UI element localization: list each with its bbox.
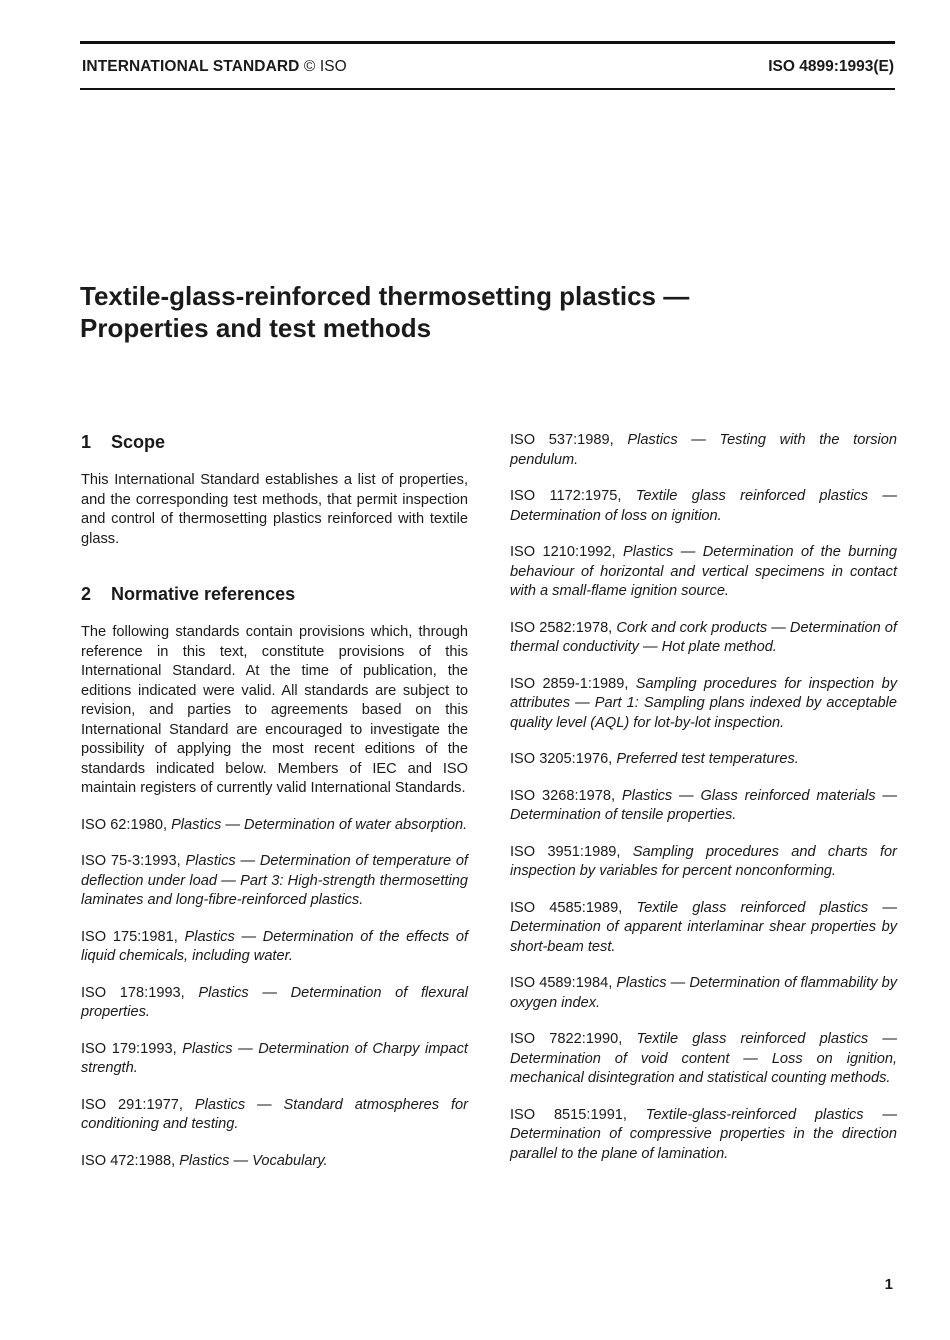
- copyright-notice: © ISO: [303, 58, 347, 75]
- reference-code: ISO 3205:1976,: [510, 751, 613, 767]
- reference-title: Plastics — Determination of the burning behaviour of horizontal and vertical specimens in contact with a small-flame ignition source.: [510, 544, 897, 599]
- document-type: [82, 58, 347, 76]
- reference-title: Plastics — Determination of temperature of deflection under load — Part 3: High-strength thermosetting laminates and long-fibre-reinforced plastics.: [81, 853, 468, 908]
- reference-item: [510, 1030, 897, 1089]
- reference-title: Preferred test temperatures.: [616, 751, 799, 767]
- scope-number: 1: [81, 432, 92, 452]
- reference-title: Textile glass reinforced plastics — Determination of loss on ignition.: [510, 488, 897, 524]
- reference-item: [510, 750, 897, 770]
- reference-title: Plastics — Standard atmospheres for conditioning and testing.: [81, 1096, 468, 1132]
- reference-code: ISO 537:1989,: [510, 432, 614, 448]
- scope-title: Scope: [111, 432, 166, 452]
- reference-item: [81, 1096, 468, 1135]
- reference-title: Plastics — Determination of the effects of liquid chemicals, including water.: [81, 928, 468, 964]
- scope-heading: [81, 430, 468, 454]
- reference-code: ISO 178:1993,: [81, 984, 185, 1001]
- left-column: [81, 430, 468, 1171]
- reference-code: ISO 179:1993,: [81, 1040, 177, 1057]
- reference-item: [510, 431, 897, 470]
- reference-item: [510, 843, 897, 882]
- normative-heading: [81, 582, 468, 606]
- reference-item: [81, 1040, 468, 1079]
- reference-title: Plastics — Glass reinforced materials — Determination of tensile properties.: [510, 787, 897, 823]
- reference-code: ISO 4585:1989,: [510, 899, 623, 916]
- standard-number: ISO 4899:1993(E): [768, 58, 894, 75]
- reference-item: [510, 899, 897, 958]
- reference-item: [81, 928, 468, 967]
- scope-text: This International Standard establishes a list of properties, and the corresponding test methods, that permit inspection and control of thermosetting plastics reinforced with textile glass.: [81, 472, 468, 547]
- reference-item: [510, 787, 897, 826]
- references-left-list: [81, 816, 468, 1172]
- header-bottom-rule: [80, 88, 895, 90]
- header-top-rule: [80, 41, 895, 44]
- title-line-1: Textile-glass-reinforced thermosetting plastics —: [80, 281, 690, 311]
- page-number: 1: [884, 1276, 893, 1293]
- title-line-2: Properties and test methods: [80, 313, 432, 343]
- reference-code: ISO 62:1980,: [81, 816, 168, 833]
- reference-title: Textile glass reinforced plastics — Determination of void content — Loss on ignition, mechanical disintegration and statistical counting methods.: [510, 1031, 897, 1086]
- reference-code: ISO 1210:1992,: [510, 544, 616, 560]
- reference-item: [510, 543, 897, 602]
- reference-code: ISO 291:1977,: [81, 1096, 183, 1113]
- reference-title: Plastics — Determination of water absorption.: [171, 816, 468, 833]
- normative-text: The following standards contain provisions which, through reference in this text, constitute provisions of this International Standard. At the time of publication, the editions indicated were valid. All standards are subject to revision, and parties to agreements based on this International Standard are encouraged to investigate the possibility of applying the most recent editions of the standards indicated below. Members of IEC and ISO maintain registers of currently valid International Standards.: [81, 624, 468, 796]
- document-title: [80, 280, 900, 344]
- reference-title: Sampling procedures and charts for inspection by variables for percent nonconforming.: [510, 843, 897, 879]
- reference-title: Plastics — Determination of Charpy impact strength.: [81, 1040, 468, 1076]
- reference-code: ISO 2859-1:1989,: [510, 675, 629, 692]
- reference-item: [81, 1152, 468, 1172]
- reference-title: Cork and cork products — Determination of thermal conductivity — Hot plate method.: [510, 619, 897, 655]
- reference-item: [81, 852, 468, 911]
- reference-code: ISO 8515:1991,: [510, 1106, 627, 1123]
- reference-code: ISO 7822:1990,: [510, 1031, 623, 1047]
- reference-title: Textile-glass-reinforced plastics — Determination of compressive properties in the direction parallel to the plane of lamination.: [510, 1106, 897, 1162]
- reference-title: Plastics — Determination of flammability by oxygen index.: [510, 975, 897, 1011]
- reference-code: ISO 4589:1984,: [510, 975, 613, 991]
- reference-code: ISO 2582:1978,: [510, 619, 613, 636]
- right-column: [510, 431, 897, 1164]
- reference-title: Plastics — Testing with the torsion pendulum.: [510, 432, 897, 468]
- reference-item: [510, 1106, 897, 1165]
- reference-item: [81, 816, 468, 836]
- reference-code: ISO 3268:1978,: [510, 787, 616, 804]
- reference-item: [510, 487, 897, 526]
- document-type-label: INTERNATIONAL STANDARD: [82, 58, 300, 75]
- reference-code: ISO 75-3:1993,: [81, 853, 181, 869]
- reference-title: Sampling procedures for inspection by attributes — Part 1: Sampling plans indexed by acceptable quality level (AQL) for lot-by-lot inspection.: [510, 675, 897, 731]
- reference-code: ISO 175:1981,: [81, 928, 178, 945]
- reference-item: [81, 984, 468, 1023]
- reference-item: [510, 974, 897, 1013]
- reference-title: Plastics — Vocabulary.: [179, 1152, 328, 1169]
- reference-item: [510, 675, 897, 734]
- reference-code: ISO 3951:1989,: [510, 843, 621, 860]
- reference-item: [510, 619, 897, 658]
- reference-code: ISO 472:1988,: [81, 1152, 176, 1169]
- references-right-list: [510, 431, 897, 1164]
- reference-title: Plastics — Determination of flexural properties.: [81, 984, 468, 1020]
- reference-code: ISO 1172:1975,: [510, 488, 622, 504]
- normative-number: 2: [81, 584, 92, 604]
- normative-title: Normative references: [111, 584, 296, 604]
- reference-title: Textile glass reinforced plastics — Determination of apparent interlaminar shear properties by short-beam test.: [510, 899, 897, 955]
